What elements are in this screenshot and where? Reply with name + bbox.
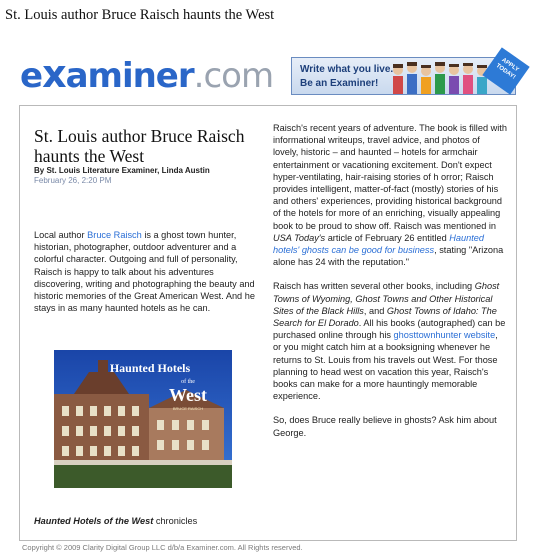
hotel-building-illustration: [54, 350, 232, 488]
book-cover-photo: [54, 350, 232, 488]
article-paragraph-3: So, does Bruce really believe in ghosts? Ask him about George.: [273, 415, 497, 438]
article-date: February 26, 2:20 PM: [34, 176, 112, 185]
ad-line-2: Be an Examiner!: [300, 78, 379, 89]
page-title: St. Louis author Bruce Raisch haunts the West: [5, 7, 275, 23]
ad-line-1: Write what you live.: [300, 64, 394, 75]
examiner-logo[interactable]: [20, 54, 273, 96]
cover-title-line-2: of the: [181, 379, 195, 385]
cover-title-line-1: Haunted Hotels: [109, 361, 191, 375]
article-paragraph-2: Raisch has written several other books, including Ghost Towns of Wyoming, Ghost Towns and Other Historical Sites of the Black Hills, and Ghost Towns of Idaho: The Search for El Dorado. All his books (autographed) can be purchased online through his ghosttownhunter website, or you might catch him at a booksigning whenever he returns to St. Louis from his travels out West. For those planning to head west on vacation this year, Raisch's books can make for a more hauntingly memorable experience.: [273, 281, 506, 402]
photo-caption: Haunted Hotels of the West chronicles: [34, 516, 198, 526]
ghosttownhunter-website-link[interactable]: ghosttownhunter website: [393, 330, 496, 341]
bruce-raisch-link[interactable]: Bruce Raisch: [87, 230, 142, 240]
apply-today-badge[interactable]: APPLY TODAY!: [482, 47, 529, 94]
article-container: [19, 105, 517, 541]
article-right-column: [273, 122, 507, 439]
article-paragraph-1: Raisch's recent years of adventure. The book is filled with informational writeups, travel advice, and photos of lovely, historic – and haunted – hotels for armchair entertainment or vacationing excitement. Don't expect hyper-ventilating, hair-raising stories of h orror; Raisch provides intelligent, matter-of-fact (mostly) stories of his and others' experiences, providing historical background of the hotels for more of an enriching, visually appealing book to be proud to show off. Raisch was mentioned in USA Today's article of February 26 entitled Haunted hotels' ghosts can be good for business, stating "Arizona alone has 24 with the reputation.": [273, 123, 507, 268]
logo-dotcom: .com: [193, 56, 274, 96]
logo-e: e: [20, 56, 43, 96]
article-headline: St. Louis author Bruce Raisch haunts the West: [34, 126, 245, 166]
logo-x: x: [42, 52, 66, 96]
logo-aminer: aminer: [65, 56, 194, 96]
ad-people-illustration: [390, 60, 490, 94]
cover-title-line-3: West: [169, 385, 207, 405]
usa-today-article-link[interactable]: Haunted hotels' ghosts can be good for business: [273, 232, 484, 256]
copyright-footer: Copyright © 2009 Clarity Digital Group LLC d/b/a Examiner.com. All Rights reserved.: [22, 543, 303, 552]
article-intro-paragraph: Local author Bruce Raisch is a ghost town hunter, historian, photographer, outdoor adventurer and a colorful character. Outgoing and full of personality, Raisch is happy to talk about his adventures discovering, writing and photographing the beauty and historic memories of the Great American West. And he stays in as many haunted hotels as he can.: [34, 230, 255, 314]
cover-author: BRUCE RAISCH: [172, 406, 204, 411]
article-byline: By St. Louis Literature Examiner, Linda Austin: [34, 166, 210, 175]
examiner-ad-banner[interactable]: [291, 57, 520, 95]
